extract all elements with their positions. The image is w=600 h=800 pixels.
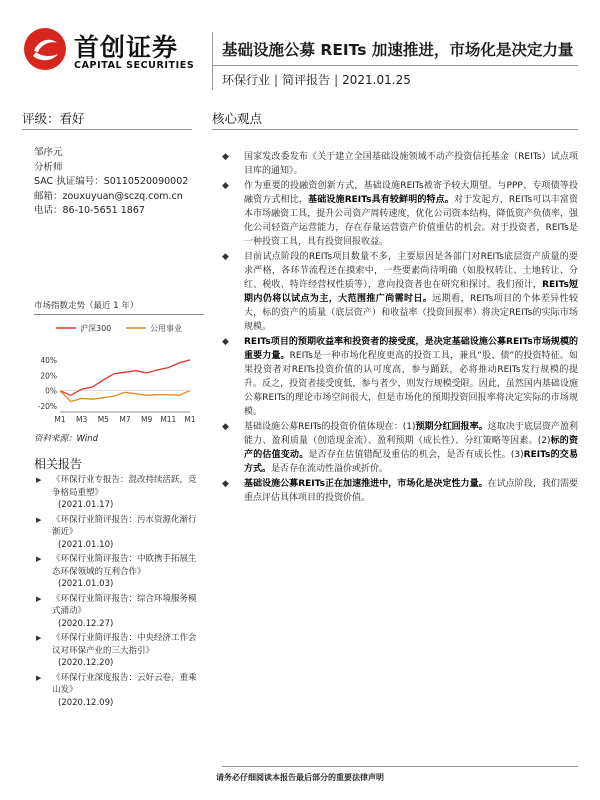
- x-tick-label: M9: [141, 415, 153, 424]
- related-report-date: (2021.01.03): [58, 579, 114, 589]
- core-point-text: 在试点阶段，我们需要重点评估具体项目的投资价值。: [244, 479, 578, 503]
- core-point-item: [222, 150, 578, 178]
- analyst-phone: 电话：86-10-5651 1867: [34, 205, 145, 216]
- related-report-item: [34, 474, 204, 512]
- analyst-email: 邮箱：zouxuyuan@sczq.com.cn: [34, 190, 183, 202]
- rating-section: [22, 108, 192, 130]
- x-tick-label: M7: [119, 415, 131, 424]
- core-point-text: REITs项目的预期收益率和投资者的接受度，是决定基础设施公募REITs市场规模的重要力量。: [244, 337, 578, 361]
- arrow-bullet-icon: ▶: [36, 673, 42, 682]
- arrow-bullet-icon: ▶: [36, 515, 42, 524]
- related-report-title: 《环保行业简评报告：污水资源化渐行渐近》: [52, 514, 197, 537]
- meta-separator: |: [274, 73, 279, 87]
- related-report-date: (2020.12.27): [58, 618, 114, 629]
- rating-label: 评级：看好: [22, 111, 85, 126]
- analyst-info: [34, 146, 204, 219]
- arrow-bullet-icon: ▶: [36, 476, 42, 484]
- core-point-text: 对于发起方，REITs可以丰富资本市场融资工具，提升公司资产周转速度，优化公司资本结构，降低资产负债率，强化公司轻资产运营能力，存在存量运营资产价值重估的机会。对于投资者，REITs是一种投资工具，具有投资回报收益。: [244, 195, 578, 247]
- core-point-text: 标的资产的估值变动。: [244, 436, 578, 460]
- x-tick-label: M1: [54, 415, 66, 424]
- report-type-label: 简评报告: [282, 73, 331, 87]
- related-report-title: 《环保行业简评报告：中欧携手拓展生态环保领域的互利合作》: [52, 554, 197, 577]
- related-reports-list: [34, 472, 204, 709]
- header-divider-horizontal: [212, 65, 578, 66]
- core-point-text: 作为重要的投融资创新方式，基础设施REITs被寄予较大期望。与PPP、专项债等投融资方式相比，: [244, 181, 578, 205]
- related-report-item: [34, 514, 204, 552]
- analyst-role: 分析师: [34, 161, 63, 173]
- series-line-csi300: [60, 360, 190, 395]
- header-divider-vertical: [212, 32, 213, 90]
- related-report-title: 《环保行业深度报告：云好云卷，重乘山发》: [52, 672, 197, 695]
- core-point-text: 基础设施公募REITs的投资价值体现在：(1): [244, 422, 416, 432]
- legal-disclaimer-footer: 请务必仔细阅读本报告最后部分的重要法律声明: [216, 773, 384, 782]
- diamond-bullet-icon: ◆: [222, 181, 229, 191]
- related-report-item: [34, 553, 204, 591]
- analyst-name: 邹序元: [34, 147, 63, 158]
- core-point-text: REITs短期内仍将以试点为主，大范围推广尚需时日。: [244, 280, 578, 304]
- diamond-bullet-icon: ◆: [222, 152, 229, 162]
- core-point-text: 远期看，REITs项目的个体差异性较大，标的资产的质量（底层资产）和收益率（投资回报率）将决定REITs的实际市场规模。: [244, 294, 578, 332]
- core-point-item: [222, 420, 578, 476]
- core-point-item: [222, 477, 578, 505]
- core-point-text: 这取决于底层资产盈利能力、盈利质量（创造现金流）、盈利预期（成长性）、分红策略等因素。(2): [244, 422, 578, 446]
- report-date: 2021.01.25: [342, 73, 411, 87]
- x-tick-label: M1: [184, 415, 196, 424]
- diamond-bullet-icon: ◆: [222, 422, 229, 432]
- capital-securities-logo-icon: [22, 26, 68, 72]
- core-point-text: 是否存在估值错配及重估的机会，是否有成长性。(3): [308, 450, 524, 460]
- related-report-item: [34, 593, 204, 631]
- core-points-list: [222, 150, 578, 506]
- related-report-title: 《环保行业简评报告：综合环境服务模式涌动》: [52, 593, 197, 616]
- market-index-chart: [30, 318, 198, 428]
- related-reports-title: 相关报告: [34, 457, 83, 471]
- legend-label: 沪深300: [80, 324, 112, 333]
- footer-divider: [222, 766, 578, 767]
- arrow-bullet-icon: ▶: [36, 555, 42, 563]
- core-label: 核心观点: [212, 111, 263, 126]
- related-report-title: 《环保行业简评报告：中央经济工作会议对环保产业的三大指引》: [52, 633, 197, 656]
- report-meta: [222, 71, 411, 88]
- report-header: [0, 0, 600, 100]
- diamond-bullet-icon: ◆: [222, 337, 229, 347]
- related-report-date: (2021.01.10): [58, 539, 114, 550]
- report-title: 基础设施公募 REITs 加速推进，市场化是决定力量: [222, 41, 574, 59]
- industry-label: 环保行业: [222, 73, 271, 87]
- diamond-bullet-icon: ◆: [222, 479, 229, 489]
- core-point-text: REITs是一种市场化程度更高的投资工具，兼具“股、债”的投资特征。如果投资者对REITs投资价值的认可度高，参与踊跃，必将推动REITs发行规模的提升。反之，投资者接受度低，参与者少，则发行规模受限。因此，虽然国内基础设施公募REITs的理论市场空间很大，但是市场化的预期投资回报率将决定实际的市场规模。: [244, 351, 578, 417]
- company-logo: [22, 26, 212, 76]
- logo-english-name: CAPITAL SECURITIES: [74, 60, 195, 71]
- arrow-bullet-icon: ▶: [36, 634, 42, 642]
- x-tick-label: M3: [76, 415, 88, 424]
- core-point-item: [222, 179, 578, 249]
- core-point-text: 国家发改委发布《关于建立全国基础设施领域不动产投资信托基金（REITs）试点项目库的通知》。: [244, 152, 578, 176]
- meta-separator: |: [334, 73, 339, 87]
- core-point-text: 预期分红回报率。: [415, 422, 488, 432]
- legend-label: 公用事业: [150, 324, 182, 333]
- logo-chinese-name: 首创证券: [74, 33, 179, 62]
- related-report-title: 《环保行业专报告：混改持续活跃，竞争格局重塑》: [52, 475, 197, 498]
- related-report-date: (2021.01.17): [58, 500, 114, 510]
- series-line-utilities: [60, 391, 190, 402]
- y-tick-label: 40%: [40, 355, 57, 365]
- related-report-date: (2020.12.20): [58, 658, 114, 668]
- core-point-text: REITs的交易方式。: [244, 450, 578, 474]
- core-point-text: 目前试点阶段的REITs项目数量不多，主要原因是各部门对REITs底层资产质量的要求严格，各环节流程还在摸索中，一些要素尚待明确（如股权转让、土地转让、分红、税收、特许经营权性质等），意向投资者也在研究和探讨。我们预计，: [244, 252, 578, 290]
- y-tick-label: -20%: [37, 402, 57, 412]
- related-report-item: [34, 672, 204, 710]
- related-report-date: (2020.12.09): [58, 697, 114, 708]
- core-point-item: [222, 250, 578, 334]
- market-chart-title: 市场指数走势（最近 1 年）: [34, 299, 204, 315]
- core-section-header: [212, 108, 578, 130]
- x-tick-label: M5: [97, 415, 109, 424]
- diamond-bullet-icon: ◆: [222, 252, 229, 262]
- analyst-sac: SAC 执证编号：S0110520090002: [34, 176, 189, 187]
- core-point-text: 是否存在流动性溢价或折价。: [271, 464, 389, 474]
- y-tick-label: 20%: [40, 371, 57, 381]
- core-point-text: 基础设施公募REITs正在加速推进中，市场化是决定性力量。: [244, 479, 488, 489]
- chart-source: 资料来源：Wind: [34, 434, 99, 444]
- related-report-item: [34, 632, 204, 670]
- y-tick-label: 0%: [45, 386, 57, 396]
- core-point-text: 基础设施REITs具有较鲜明的特点。: [308, 195, 454, 205]
- arrow-bullet-icon: ▶: [36, 594, 42, 603]
- core-point-item: [222, 335, 578, 419]
- x-tick-label: M11: [160, 415, 177, 424]
